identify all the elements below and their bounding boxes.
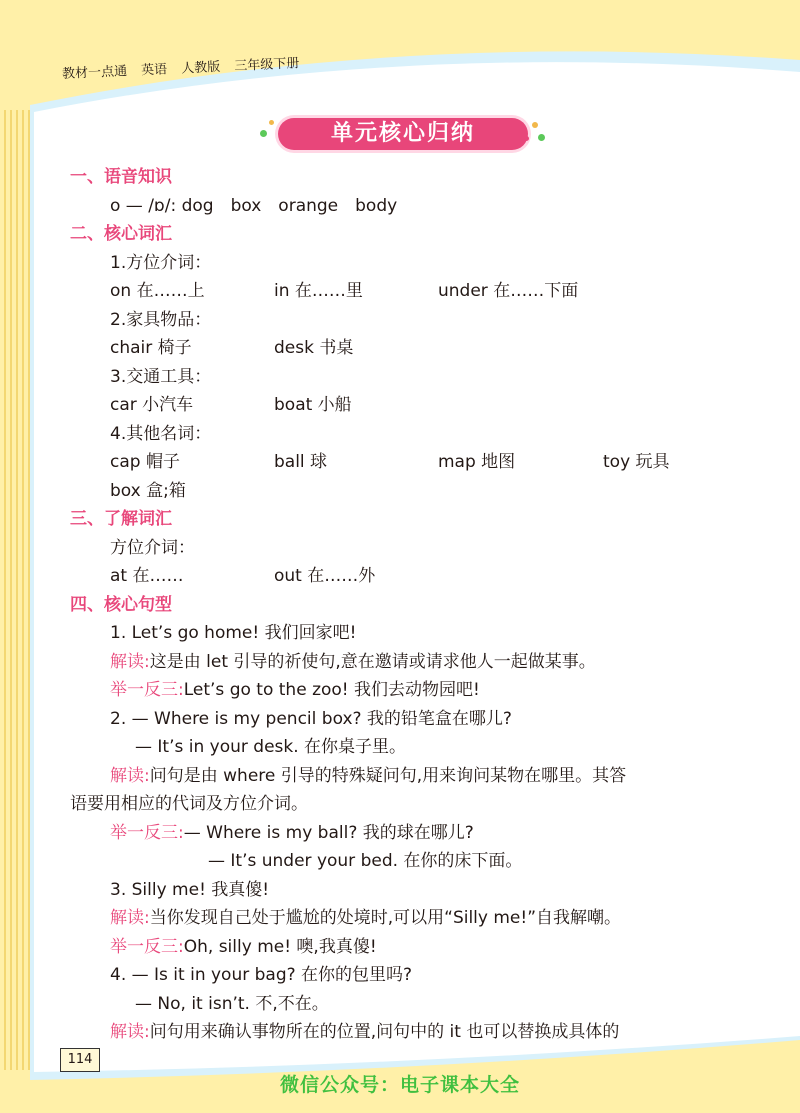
unit-title-banner <box>260 114 550 154</box>
decor-dot <box>538 134 545 141</box>
explain-continuation: 语要用相应的代词及方位介词。 <box>70 794 308 814</box>
example-label: 举一反三: <box>110 937 184 957</box>
example-line <box>110 935 377 959</box>
decor-dot <box>532 122 538 128</box>
vocab-item: on 在……上 <box>110 281 205 301</box>
vocab-item: ball 球 <box>274 452 328 472</box>
header-subject: 英语 <box>140 62 168 79</box>
vocab-item: cap 帽子 <box>110 452 180 472</box>
explain-label: 解读: <box>110 1022 150 1042</box>
header-edition: 人教版 <box>180 59 221 77</box>
pattern-sentence: 1. Let’s go home! 我们回家吧! <box>110 623 357 643</box>
decor-dot <box>269 120 274 125</box>
vocab-item: car 小汽车 <box>110 395 194 415</box>
vocab-item: chair 椅子 <box>110 338 192 358</box>
footer-watermark: 微信公众号：电子课本大全 <box>279 1074 520 1096</box>
pattern-answer: — No, it isn’t. 不,不在。 <box>135 994 329 1014</box>
vocab-item: out 在……外 <box>274 566 376 586</box>
page-number: 114 <box>60 1048 100 1072</box>
example-label: 举一反三: <box>110 680 184 700</box>
section-title-sentence-patterns: 四、核心句型 <box>70 595 172 615</box>
explain-line <box>110 764 626 788</box>
header-book: 教材一点通 <box>61 64 128 82</box>
explain-label: 解读: <box>110 766 150 786</box>
decor-dot <box>524 136 529 141</box>
page-stack-edge <box>0 110 38 1070</box>
pattern-answer: — It’s in your desk. 在你桌子里。 <box>135 737 407 757</box>
example-label: 举一反三: <box>110 823 184 843</box>
vocab-group-heading: 1.方位介词： <box>110 253 212 273</box>
vocab-group-heading: 方位介词： <box>110 538 195 558</box>
explain-line <box>110 906 621 930</box>
explain-label: 解读: <box>110 652 150 672</box>
vocab-item: under 在……下面 <box>438 281 579 301</box>
section-title-extra-vocab: 三、了解词汇 <box>70 509 172 529</box>
vocab-group-heading: 3.交通工具： <box>110 367 212 387</box>
explain-text: 问句是由 where 引导的特殊疑问句,用来询问某物在哪里。其答 <box>149 766 627 786</box>
vocab-item: boat 小船 <box>274 395 352 415</box>
explain-line <box>110 1020 619 1044</box>
explain-text: 当你发现自己处于尴尬的处境时,可以用“Silly me!”自我解嘲。 <box>149 908 622 928</box>
pattern-question: 2. — Where is my pencil box? 我的铅笔盒在哪儿? <box>110 709 512 729</box>
decor-dot <box>260 130 267 137</box>
explain-line <box>110 650 596 674</box>
vocab-item: desk 书桌 <box>274 338 354 358</box>
explain-text: 问句用来确认事物所在的位置,问句中的 it 也可以替换成具体的 <box>149 1022 620 1042</box>
vocab-item: in 在……里 <box>274 281 363 301</box>
section-title-phonics: 一、语音知识 <box>70 167 172 187</box>
explain-text: 这是由 let 引导的祈使句,意在邀请或请求他人一起做某事。 <box>149 652 596 672</box>
vocab-item: toy 玩具 <box>603 452 670 472</box>
vocab-item: box 盒;箱 <box>110 481 186 501</box>
vocab-item: map 地图 <box>438 452 516 472</box>
example-line <box>110 821 474 845</box>
pattern-sentence: 3. Silly me! 我真傻! <box>110 880 270 900</box>
vocab-group-heading: 4.其他名词： <box>110 424 212 444</box>
explain-label: 解读: <box>110 908 150 928</box>
unit-title: 单元核心归纳 <box>330 121 475 146</box>
section-title-core-vocab: 二、核心词汇 <box>70 224 172 244</box>
example-line <box>110 678 480 702</box>
header-grade: 三年级下册 <box>234 56 300 75</box>
vocab-group-heading: 2.家具物品： <box>110 310 212 330</box>
phonics-line: o — /ɒ/: dog box orange body <box>110 196 398 216</box>
example-text: Oh, silly me! 噢,我真傻! <box>183 937 377 957</box>
pattern-question: 4. — Is it in your bag? 在你的包里吗? <box>110 965 413 985</box>
example-answer: — It’s under your bed. 在你的床下面。 <box>208 851 523 871</box>
vocab-item: at 在…… <box>110 566 184 586</box>
example-text: — Where is my ball? 我的球在哪儿? <box>183 823 474 843</box>
example-text: Let’s go to the zoo! 我们去动物园吧! <box>183 680 480 700</box>
